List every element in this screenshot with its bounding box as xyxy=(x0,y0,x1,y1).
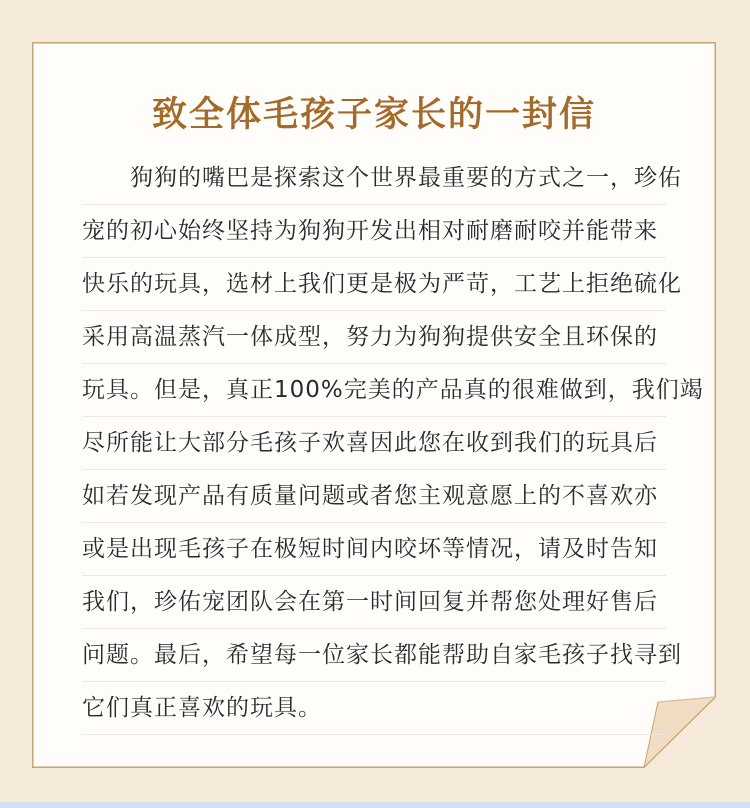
letter-line: 快乐的玩具，选材上我们更是极为严苛，工艺上拒绝硫化 xyxy=(82,258,666,311)
letter-line: 它们真正喜欢的玩具。 xyxy=(82,682,666,735)
letter-line: 我们，珍佑宠团队会在第一时间回复并帮您处理好售后 xyxy=(82,576,666,629)
letter-line: 尽所能让大部分毛孩子欢喜因此您在收到我们的玩具后 xyxy=(82,417,666,470)
letter-line: 或是出现毛孩子在极短时间内咬坏等情况，请及时告知 xyxy=(82,523,666,576)
letter-line: 问题。最后，希望每一位家长都能帮助自家毛孩子找寻到 xyxy=(82,629,666,682)
letter-line: 玩具。但是，真正100%完美的产品真的很难做到，我们竭 xyxy=(82,364,666,417)
letter-line: 狗狗的嘴巴是探索这个世界最重要的方式之一，珍佑 xyxy=(82,152,666,205)
letter-line: 采用高温蒸汽一体成型，努力为狗狗提供安全且环保的 xyxy=(82,311,666,364)
bottom-strip xyxy=(0,802,750,808)
letter-body xyxy=(82,152,704,735)
letter-card xyxy=(32,42,716,768)
letter-line: 如若发现产品有质量问题或者您主观意愿上的不喜欢亦 xyxy=(82,470,666,523)
letter-line: 宠的初心始终坚持为狗狗开发出相对耐磨耐咬并能带来 xyxy=(82,205,666,258)
letter-title: 致全体毛孩子家长的一封信 xyxy=(151,95,596,135)
